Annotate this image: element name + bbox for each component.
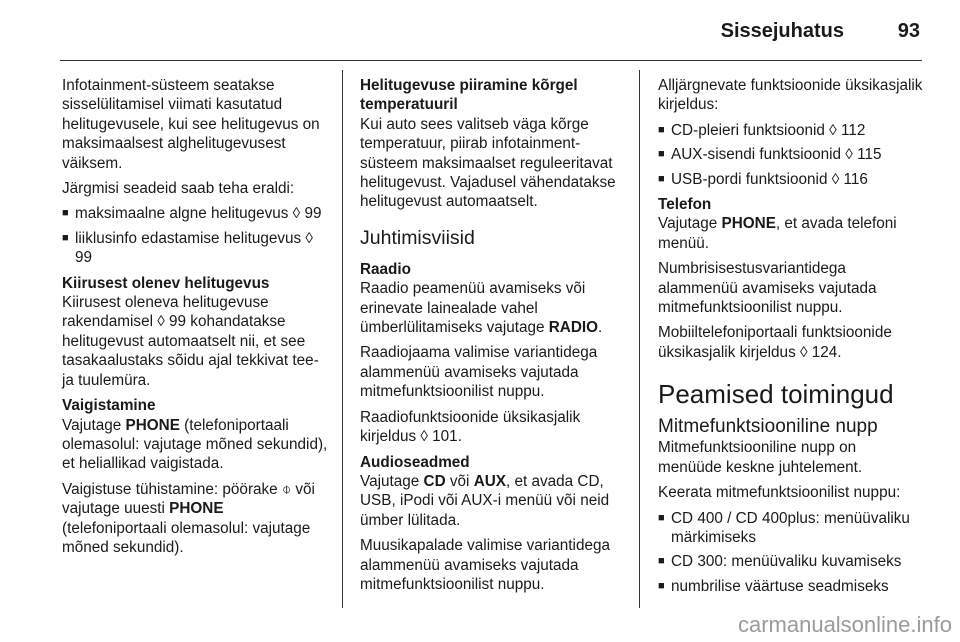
multifunction-knob-heading: Mitmefunktsiooniline nupp — [658, 416, 878, 438]
list-item: ■ numbrilise väärtuse seadmiseks — [658, 577, 924, 596]
settings-list — [62, 204, 330, 267]
temperature-limit-paragraph: Kui auto sees valitseb väga kõrge temperatuur, piirab infotainment-süsteem maksimaalset reguleeritavat helitugevust. Vajadusel vähendatakse helitugevust automaatselt. — [360, 115, 616, 211]
intro-paragraph: Infotainment-süsteem seatakse sisselülitamisel viimati kasutatud helitugevusele, kui see helitugevus on maksimaalsest alghelitugevusest väiksem. — [62, 77, 320, 172]
multifunction-knob-paragraph: Mitmefunktsiooniline nupp on menüüde keskne juhtelement. — [658, 439, 863, 476]
mute-paragraph: Vajutage PHONE (telefoniportaali olemasolul: vajutage mõned sekundid), et heliallikad vaigistada. — [62, 416, 328, 473]
list-item: ■ AUX-sisendi funktsioonid ◊ 115 — [658, 145, 924, 164]
page-header — [60, 18, 922, 48]
header-rule — [60, 60, 922, 61]
phone-heading: Telefon — [658, 196, 712, 214]
column-2 — [360, 76, 628, 600]
phone-paragraph: Vajutage PHONE, et avada telefoni menüü. — [658, 215, 897, 252]
radio-key: RADIO — [548, 319, 599, 337]
column-3 — [658, 76, 924, 602]
list-item: ■ CD 400 / CD 400plus: menüüvaliku märkimiseks — [658, 509, 924, 548]
radio-heading: Raadio — [360, 260, 411, 278]
audio-paragraph-2: Muusikapalade valimise variantidega alammenüü avamiseks vajutada mitmefunktsioonilist nuppu. — [360, 537, 610, 593]
audio-heading: Audioseadmed — [360, 453, 470, 471]
speed-volume-paragraph: Kiirusest oleneva helitugevuse rakendamisel ◊ 99 kohandatakse helitugevust automaatselt nii, et see tasakaalustaks sõidu ajal tekkivat tee- ja tuulemüra. — [62, 294, 319, 389]
page-number: 93 — [897, 20, 920, 42]
turn-knob-list — [658, 509, 924, 597]
watermark: carmanualsonline.info — [737, 612, 952, 637]
phone-key: PHONE — [125, 416, 180, 434]
list-item: ■ USB-pordi funktsioonid ◊ 116 — [658, 170, 924, 189]
section-title: Sissejuhatus — [720, 20, 844, 42]
audio-paragraph: Vajutage CD või AUX, et avada CD, USB, iPodi või AUX-i menüü või neid ümber lülitada. — [360, 472, 610, 529]
list-item: ■ CD-pleieri funktsioonid ◊ 112 — [658, 121, 924, 140]
temperature-limit-heading: Helitugevuse piiramine kõrgel temperatuuril — [360, 77, 578, 114]
speed-volume-heading: Kiirusest olenev helitugevus — [62, 274, 270, 292]
operating-modes-heading: Juhtimisviisid — [360, 226, 475, 249]
aux-key: AUX — [473, 472, 506, 490]
mute-heading: Vaigistamine — [62, 397, 156, 415]
column-divider-1 — [342, 70, 343, 608]
radio-paragraph-2: Raadiojaama valimise variantidega alammenüü avamiseks vajutada mitmefunktsioonilist nuppu. — [360, 344, 598, 401]
radio-paragraph-3: Raadiofunktsioonide üksikasjalik kirjeldus ◊ 101. — [360, 408, 581, 446]
list-item: ■ liiklusinfo edastamise helitugevus ◊ 99 — [62, 229, 330, 268]
functions-intro: Alljärgnevate funktsioonide üksikasjalik kirjeldus: — [658, 77, 923, 114]
phone-key: PHONE — [721, 215, 776, 233]
radio-paragraph: Raadio peamenüü avamiseks või erinevate lainealade vahel ümberlülitamiseks vajutage RADIO. — [360, 280, 603, 337]
unmute-paragraph: Vaigistuse tühistamine: pöörake ⌽ või vajutage uuesti PHONE (telefoniportaali olemasolul: vajutage mõned sekundid). — [62, 480, 315, 556]
power-knob-icon: ⌽ — [281, 480, 292, 498]
column-1 — [62, 76, 330, 563]
list-item: ■ maksimaalne algne helitugevus ◊ 99 — [62, 204, 330, 223]
settings-intro: Järgmisi seadeid saab teha eraldi: — [62, 180, 295, 198]
list-item: ■ CD 300: menüüvaliku kuvamiseks — [658, 552, 924, 571]
phone-key: PHONE — [169, 500, 224, 518]
number-entry-paragraph: Numbrisisestusvariantidega alammenüü avamiseks vajutada mitmefunktsioonilist nuppu. — [658, 260, 877, 317]
turn-knob-intro: Keerata mitmefunktsioonilist nuppu: — [658, 484, 901, 502]
functions-list — [658, 121, 924, 189]
mobile-portal-paragraph: Mobiiltelefoniportaali funktsioonide üksikasjalik kirjeldus ◊ 124. — [658, 324, 892, 361]
basic-operations-heading: Peamised toimingud — [658, 379, 894, 410]
cd-key: CD — [423, 472, 446, 490]
column-divider-2 — [639, 70, 640, 608]
